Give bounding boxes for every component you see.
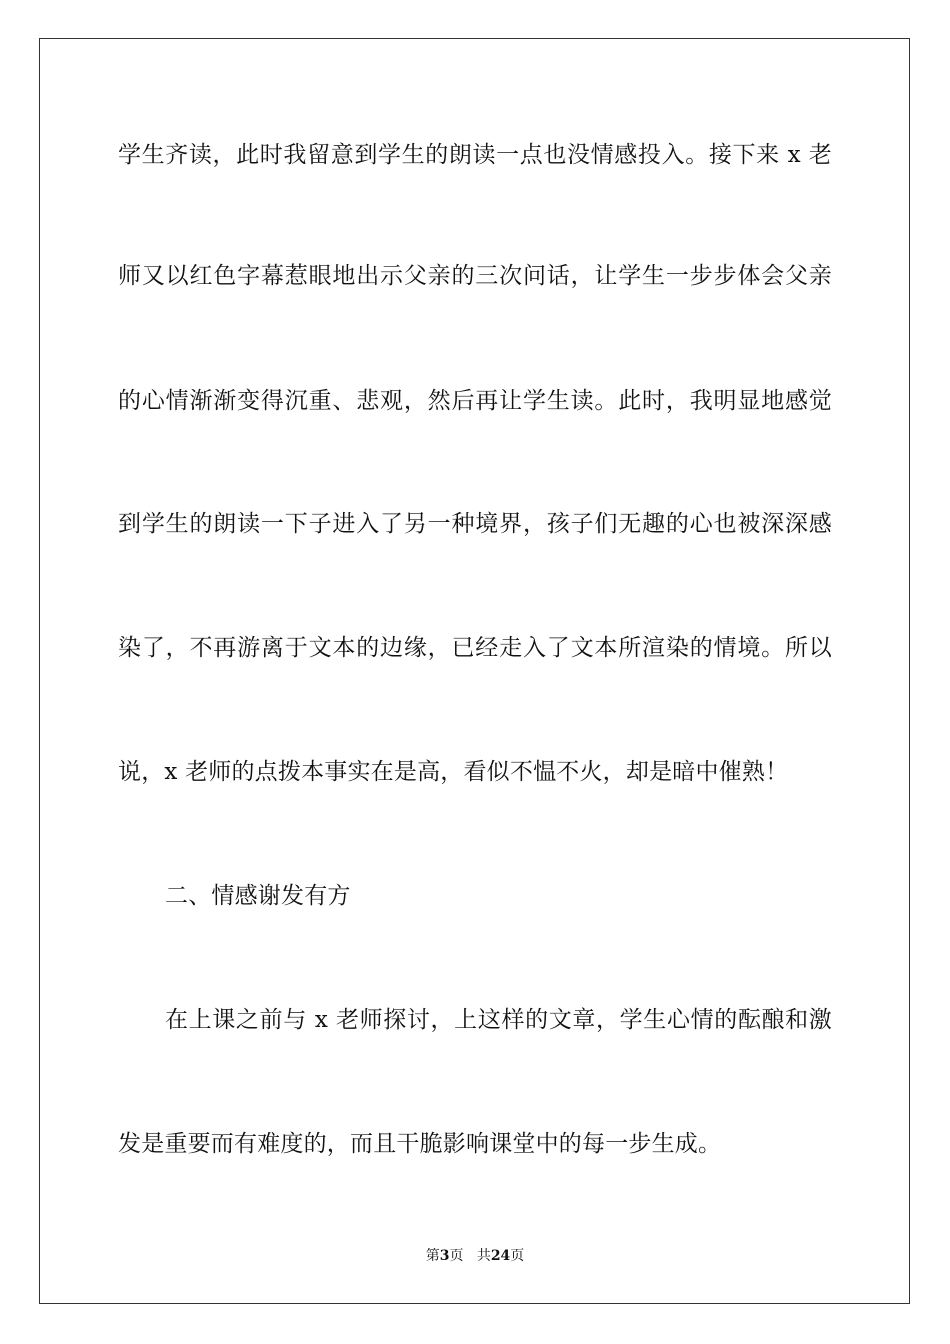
paragraph-line-6: 说，x 老师的点拨本事实在是高，看似不愠不火，却是暗中催熟！	[118, 759, 789, 785]
section-heading: 二、情感谢发有方	[165, 883, 351, 909]
footer-page-suffix: 页	[449, 1248, 464, 1264]
footer-total-pages: 24	[490, 1248, 511, 1264]
footer-total-suffix: 页	[510, 1248, 525, 1264]
paragraph-line-2: 师又以红色字幕惹眼地出示父亲的三次问话，让学生一步步体会父亲	[118, 263, 832, 289]
page-footer	[0, 1247, 950, 1265]
paragraph-line-4: 到学生的朗读一下子进入了另一种境界，孩子们无趣的心也被深深感	[118, 511, 832, 537]
paragraph-line-1: 学生齐读，此时我留意到学生的朗读一点也没情感投入。接下来 x 老	[118, 142, 832, 168]
paragraph-line-5: 染了，不再游离于文本的边缘，已经走入了文本所渲染的情境。所以	[118, 635, 832, 661]
footer-total-prefix: 共	[476, 1248, 491, 1264]
footer-page-prefix: 第	[425, 1248, 440, 1264]
page-border	[39, 38, 910, 1304]
paragraph-line-8: 发是重要而有难度的，而且干脆影响课堂中的每一步生成。	[118, 1131, 722, 1157]
footer-page-number: 3	[439, 1248, 450, 1264]
paragraph-line-7: 在上课之前与 x 老师探讨，上这样的文章，学生心情的酝酿和激	[165, 1007, 832, 1033]
paragraph-line-3: 的心情渐渐变得沉重、悲观，然后再让学生读。此时，我明显地感觉	[118, 388, 832, 414]
